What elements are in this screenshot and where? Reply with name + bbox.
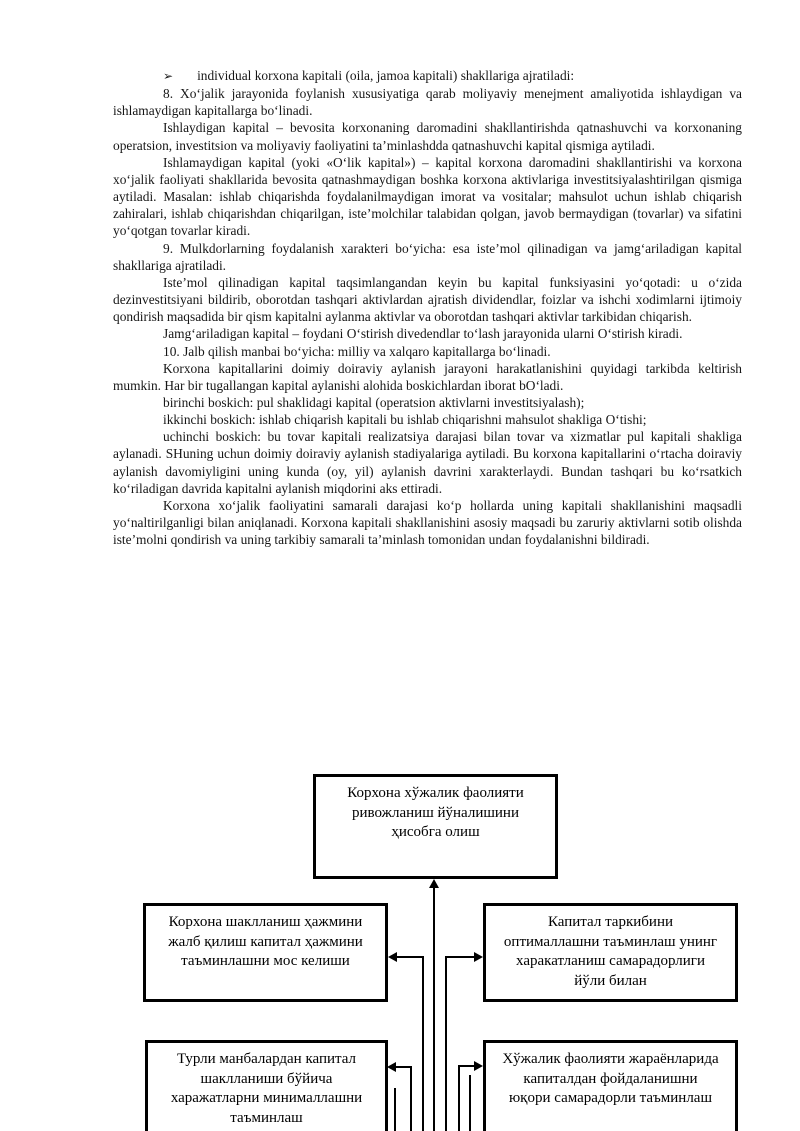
arrow-shaft-central xyxy=(433,887,435,1131)
box-line: жалб қилиш капитал ҳажмини xyxy=(168,933,363,950)
arrow-bullet-icon: ➢ xyxy=(163,69,174,83)
box-line: Корхона хўжалик фаолияти xyxy=(347,785,524,801)
arrow-shaft-row3-left-vertical xyxy=(410,1066,412,1131)
paragraph: Korxona kapitallarini doimiy doiraviy aylanish jarayoni harakatlanishini quyidagi tarkibda keltirish mumkin. Har bir tugallangan kapital aylanishi alohida boskichlardan iborat bOʻladi. xyxy=(113,360,742,393)
paragraph: 8. Xoʻjalik jarayonida foylanish xususiyatiga qarab moliyaviy menejment amaliyotida ishlaydigan va ishlamaydigan kapitallarga boʻlinadi. xyxy=(113,86,742,119)
list-item-text: individual korxona kapitali (oila, jamoa kapitali) shakllariga ajratiladi: xyxy=(197,68,575,83)
arrowhead-right-icon xyxy=(474,1061,483,1071)
paragraph: ikkinchi boskich: ishlab chiqarish kapitali bu ishlab chiqarishni mahsulot shakliga Oʻtishi; xyxy=(163,412,647,428)
arrowhead-right-icon xyxy=(474,952,483,962)
paragraph: Isteʼmol qilinadigan kapital taqsimlangandan keyin bu kapital funksiyasini yoʻqotadi: u oʻzida dezinvestitsiyani bildirib, oborotdan tashqari aktivlardan ajratish dividendlar, foizlar va ishchi xodimlarni ijtimoiy qondirish maqsadida bir qism kapitalni aylanma aktivlar va oborotdan tashqari aktivlar tarkibidan chiqarish. xyxy=(113,274,742,325)
paragraph: Ishlamaydigan kapital (yoki «Oʻlik kapital») – kapital korxona daromadini shakllantirishi va korxona xoʻjalik faoliyati shakllarida bevosita qatnashmaydigan boshka korxona aktivlariga investitsiyalashtirilgan qismiga aytiladi. Masalan: ishlab chiqarishda foydalanilmaydigan imorat va vositalar; mahsulot uchun ishlab chiqarish zahiralari, ishlab chiqarishdan chiqarilgan, isteʼmolchilar talabidan qolgan, javob bermaydigan (tovarlar) va sifatini yoʻqotgan tovarlar kiradi. xyxy=(113,154,742,239)
box-line: ривожланиш йўналишини xyxy=(352,804,519,821)
box-line: ҳисобга олиш xyxy=(391,824,480,841)
paragraph: Korxona xoʻjalik faoliyatini samarali darajasi koʻp hollarda uning kapitali shakllanishini maqsadli yoʻnaltirilganligi bilan aniqlanadi. Korxona kapitali shakllanishini asosiy maqsadi bu zaruriy aktivlarni sotib olishda isteʼmolni qondirish va uning tarkibiy samarali taʼminlash tomonidan undan foydalanishni bildiradi. xyxy=(113,497,742,548)
flowchart-box-row2-left xyxy=(143,903,388,1002)
arrow-shaft-row2-right xyxy=(446,956,475,958)
arrow-shaft-row2-left xyxy=(396,956,424,958)
paragraph: Ishlaydigan kapital – bevosita korxonaning daromadini shakllantirishda qatnashuvchi va korxonaning operatsion, investitsion va moliyaviy faoliyatini taʼminlashdda qatnashuvchi kapital qismiga aytiladi. xyxy=(113,120,742,153)
arrow-shaft-row2-right-vertical xyxy=(445,956,447,1131)
box-line: йўли билан xyxy=(574,972,647,989)
box-line: шаклланиши бўйича xyxy=(200,1070,333,1087)
arrow-shaft-outer-left xyxy=(394,1088,396,1131)
box-line: капиталдан фойдаланишни xyxy=(523,1070,698,1087)
paragraph: 10. Jalb qilish manbai boʻyicha: milliy va xalqaro kapitallarga boʻlinadi. xyxy=(163,343,551,359)
box-line: Турли манбалардан капитал xyxy=(176,1051,357,1067)
arrow-shaft-row3-right-vertical xyxy=(458,1065,460,1131)
box-line: юқори самарадорли таъминлаш xyxy=(508,1090,713,1107)
box-line: таъминлашни мос келиши xyxy=(181,953,350,970)
arrow-shaft-row3-right xyxy=(459,1065,475,1067)
box-line: Корхона шаклланиш ҳажмини xyxy=(168,914,363,930)
box-line: харажатларни минималлашни xyxy=(170,1090,363,1107)
box-line: Капитал таркибини xyxy=(547,914,673,930)
flowchart-box-row3-right xyxy=(483,1040,738,1131)
box-line: харакатланиш самарадорлиги xyxy=(516,953,705,970)
flowchart-box-row3-left xyxy=(145,1040,388,1131)
arrow-shaft-outer-right xyxy=(469,1075,471,1131)
flowchart-box-top xyxy=(313,774,558,879)
arrow-shaft-row2-left-vertical xyxy=(422,956,424,1131)
box-line: оптималлашни таъминлаш унинг xyxy=(503,933,718,950)
paragraph: uchinchi boskich: bu tovar kapitali realizatsiya darajasi bilan tovar va xizmatlar pul kapitali shakliga aylanadi. SHuning uchun doimiy doiraviy aylanish stadiyalariga aytiladi. Bu korxona kapitallarini oʻrtacha doiraviy aylanish davomiyligini uning kunda (oy, yil) aylanish davrini xarakterlaydi. Bundan tashqari bu koʻrsatkich koʻriladigan davrida kapitalni aylanish miqdorini aks ettiradi. xyxy=(113,429,742,496)
box-line: таъминлаш xyxy=(230,1109,303,1126)
paragraph: 9. Mulkdorlarning foydalanish xarakteri boʻyicha: esa isteʼmol qilinadigan va jamgʻariladigan kapital shakllariga ajratiladi. xyxy=(113,240,742,273)
paragraph: birinchi boskich: pul shaklidagi kapital (operatsion aktivlarni investitsiyalash); xyxy=(163,394,585,410)
flowchart-box-row2-right xyxy=(483,903,738,1002)
paragraph: Jamgʻariladigan kapital – foydani Oʻstirish divedendlar toʻlash jarayonida ularni Oʻstirish kiradi. xyxy=(163,326,683,342)
box-line: Хўжалик фаолияти жараёнларида xyxy=(502,1051,719,1067)
